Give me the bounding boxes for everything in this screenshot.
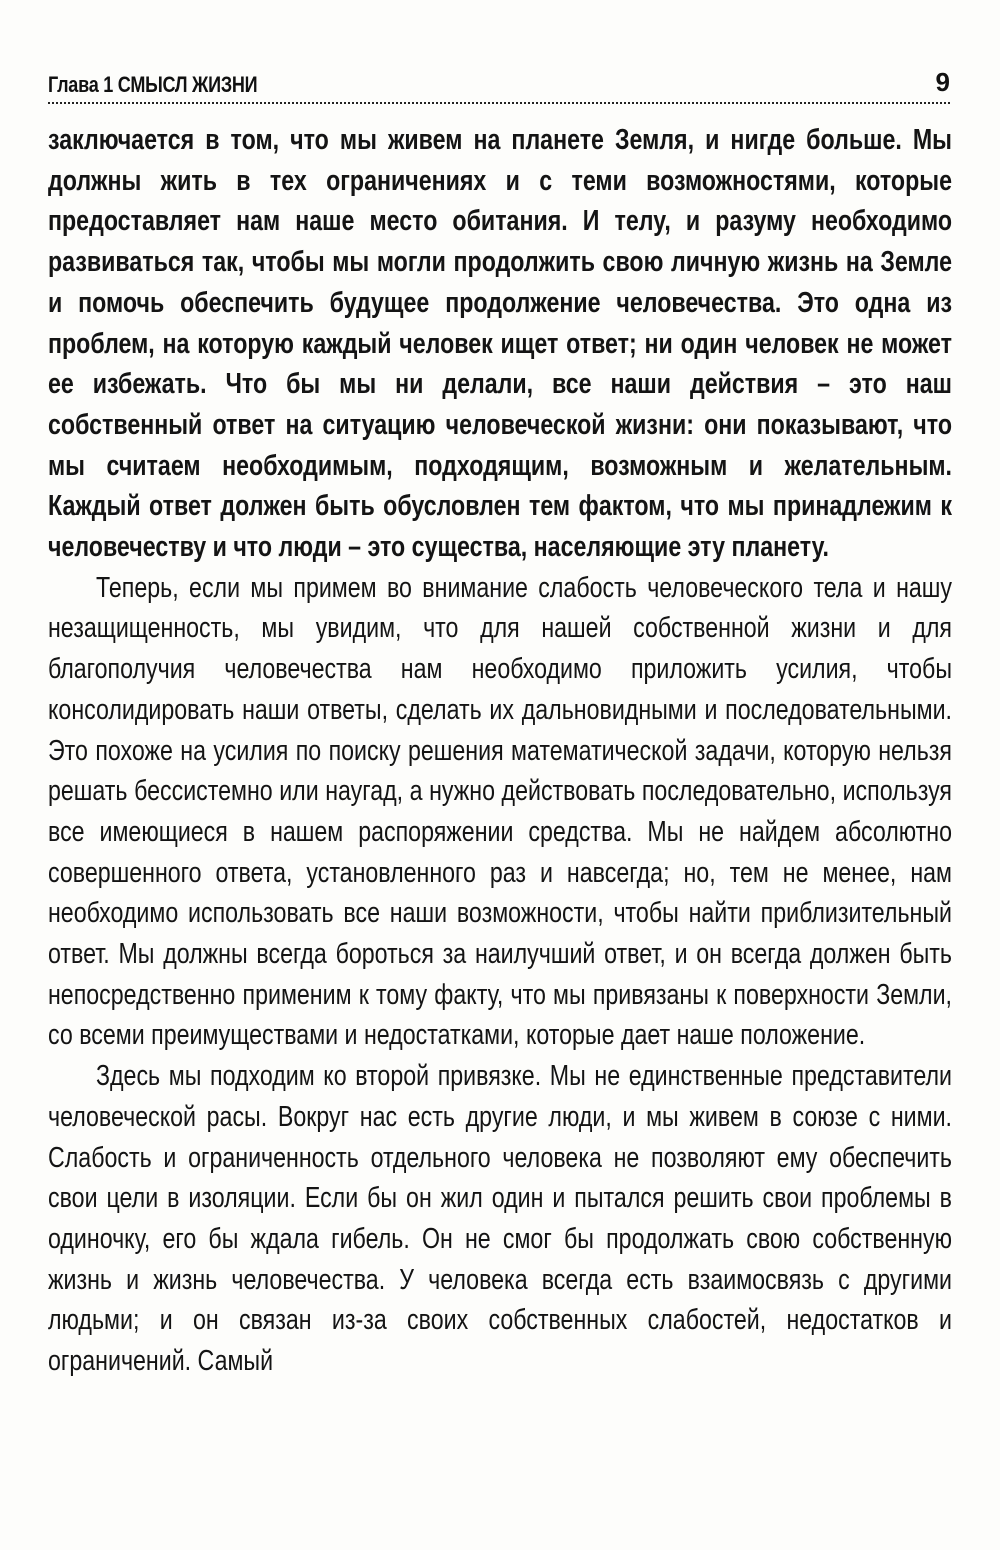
paragraph-1: заключается в том, что мы живем на планете Земля, и нигде больше. Мы должны жить в тех ограничениях и с теми возможностями, которые предоставляет нам наше место обитания. И телу, и разуму необходимо развиваться так, чтобы мы могли продолжить свою личную жизнь на Земле и помочь обеспечить будущее продолжение человечества. Это одна из проблем, на которую каждый человек ищет ответ; ни один человек не может ее избежать. Что бы мы ни делали, все наши действия – это наш собственный ответ на ситуацию человеческой жизни: они показывают, что мы считаем необходимым, подходящим, возможным и желательным. Каждый ответ должен быть обусловлен тем фактом, что мы принадлежим к человечеству и что люди – это существа, населяющие эту планету.	[48, 124, 952, 564]
paragraph-2: Теперь, если мы примем во внимание слабость человеческого тела и нашу незащищенность, мы увидим, что для нашей собственной жизни и для благополучия человечества нам необходимо приложить усилия, чтобы консолидировать наши ответы, сделать их дальновидными и последовательными. Это похоже на усилия по поиску решения математической задачи, которую нельзя решать бессистемно или наугад, а нужно действовать последовательно, используя все имеющиеся в нашем распоряжении средства. Мы не найдем абсолютно совершенного ответа, установленного раз и навсегда; но, тем не менее, нам необходимо использовать все наши возможности, чтобы найти приблизительный ответ. Мы должны всегда бороться за наилучший ответ, и он всегда должен быть непосредственно применим к тому факту, что мы привязаны к поверхности Земли, со всеми преимуществами и недостатками, которые дает наше положение.	[48, 571, 952, 1052]
text-column	[48, 120, 952, 1382]
running-header	[48, 62, 950, 104]
paragraph-3: Здесь мы подходим ко второй привязке. Мы не единственные представители человеческой расы. Вокруг нас есть другие люди, и мы живем в союзе с ними. Слабость и ограниченность отдельного человека не позволяют ему обеспечить свои цели в изоляции. Если бы он жил один и пытался решить свои проблемы в одиночку, его бы ждала гибель. Он не смог бы продолжать свою собственную жизнь и жизнь человечества. У человека всегда есть взаимосвязь с другими людьми; и он связан из-за своих собственных слабостей, недостатков и ограничений. Самый	[48, 1060, 952, 1378]
chapter-title: Глава 1 СМЫСЛ ЖИЗНИ	[48, 72, 258, 97]
body-text	[48, 120, 952, 1520]
page-number: 9	[935, 67, 950, 97]
